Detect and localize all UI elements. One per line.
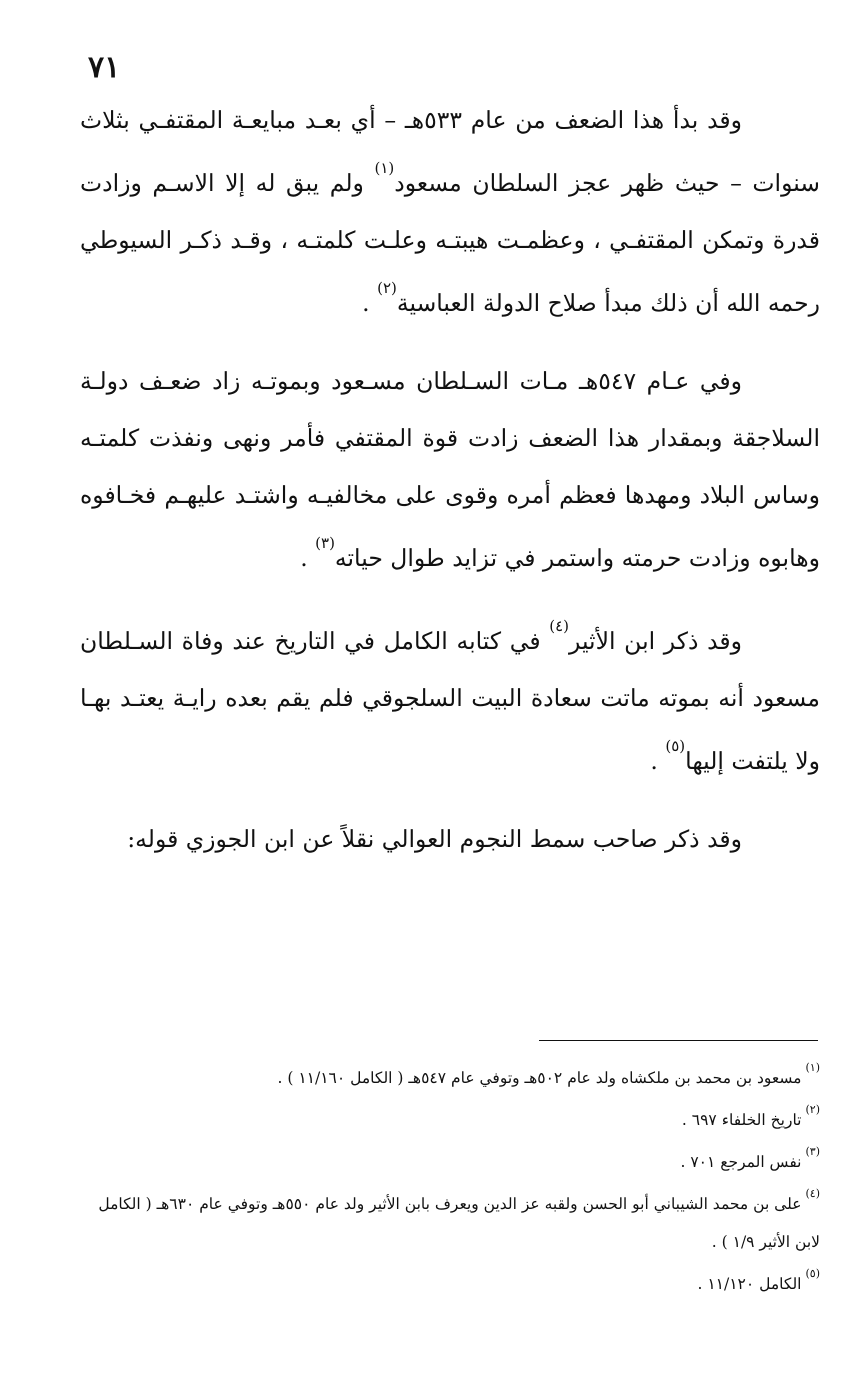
footnote-reference: (١) bbox=[374, 159, 395, 177]
footnote-reference: (٢) bbox=[377, 278, 397, 297]
footnote-reference: (٣) bbox=[315, 533, 335, 552]
footnote-text: الكامل ١١/١٢٠ . bbox=[697, 1274, 802, 1293]
footnote-reference: (٤) bbox=[549, 617, 569, 636]
footnote-text: نفس المرجع ٧٠١ . bbox=[680, 1153, 802, 1172]
paragraph-text: . bbox=[300, 543, 316, 572]
footnote-separator bbox=[539, 1040, 818, 1041]
footnotes bbox=[88, 1055, 820, 1303]
footnote-number: (١) bbox=[805, 1061, 820, 1074]
paragraph-text: وقد ذكر صاحب سمط النجوم العوالي نقلاً عن ابن الجوزي قوله: bbox=[127, 825, 742, 854]
footnote-reference: (٥) bbox=[665, 737, 686, 756]
paragraph-4 bbox=[80, 811, 820, 868]
paragraph-text: . bbox=[362, 288, 378, 317]
paragraph-text: . bbox=[650, 747, 666, 776]
footnote-5 bbox=[88, 1261, 820, 1303]
paragraph-2 bbox=[80, 353, 820, 587]
footnote-1 bbox=[88, 1055, 820, 1097]
footnote-text: تاريخ الخلفاء ٦٩٧ . bbox=[681, 1111, 802, 1130]
footnote-number: (٣) bbox=[805, 1145, 820, 1159]
page-number: ٧١ bbox=[88, 50, 121, 85]
footnote-text: مسعود بن محمد بن ملكشاه ولد عام ٥٠٢هـ وتوفي عام ٥٤٧هـ ( الكامل ١١/١٦٠ ) . bbox=[277, 1069, 802, 1088]
footnote-2 bbox=[88, 1097, 820, 1139]
paragraph-text: ولم يبق له إلا الاسـم وزادت قدرة وتمكن المقتفـي ، وعظمـت هيبتـه وعلـت كلمتـه ، وقـد ذكـر السيوطي رحمه الله أن ذلك مبدأ صلاح الدولة العباسية bbox=[80, 168, 820, 317]
footnote-3 bbox=[88, 1139, 820, 1181]
footnote-number: (٥) bbox=[805, 1266, 820, 1280]
footnote-4 bbox=[88, 1181, 820, 1260]
paragraph-text: في كتابه الكامل في التاريخ عند وفاة السـلطان مسعود أنه بموته ماتت سعادة البيت السلجوقي فلم يقم بعده رايـة يعتـد بهـا ولا يلتفت إليها bbox=[80, 627, 820, 776]
footnote-number: (٤) bbox=[805, 1187, 820, 1201]
main-text bbox=[80, 92, 820, 889]
paragraph-3 bbox=[80, 607, 820, 790]
paragraph-1 bbox=[80, 92, 820, 332]
footnote-text: على بن محمد الشيباني أبو الحسن ولقبه عز الدين ويعرف بابن الأثير ولد عام ٥٥٠هـ وتوفي عام ٦٣٠هـ ( الكامل لابن الأثير ١/٩ ) . bbox=[98, 1195, 820, 1251]
paragraph-text: وفي عـام ٥٤٧هـ مـات السـلطان مسـعود وبموتـه زاد ضعـف دولـة السلاجقة وبمقدار هذا الضعف زادت قوة المقتفي فأمر ونهى ونفذت كلمتـه وساس البلاد ومهدها فعظم أمره وقوى على مخالفيـه واشتـد عليهـم فخـافوه وهابوه وزادت حرمته واستمر في تزايد طوال حياته bbox=[80, 366, 820, 572]
paragraph-text: وقد ذكر ابن الأثير bbox=[569, 627, 742, 656]
footnote-number: (٢) bbox=[805, 1103, 820, 1117]
paragraph-text: وقد بدأ هذا الضعف من عام ٥٣٣هـ – أي بعـد مبايعـة المقتفـي بثلاث سنوات – حيث ظهر عجز السلطان مسعود bbox=[80, 106, 820, 197]
